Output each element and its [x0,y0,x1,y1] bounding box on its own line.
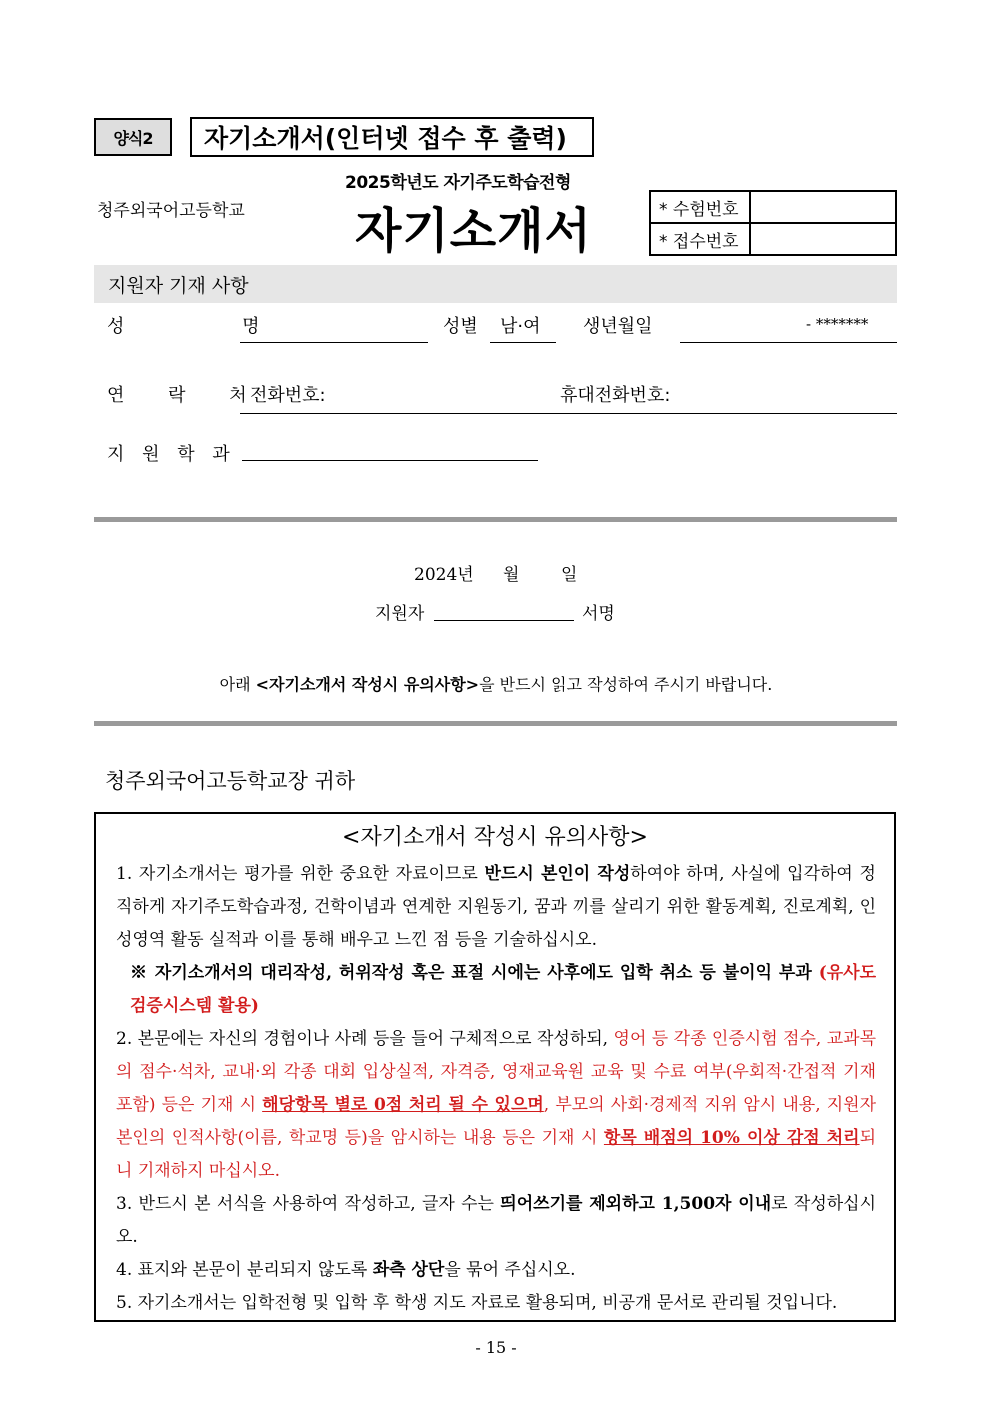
item4-text-a: 4. 표지와 본문이 분리되지 않도록 [116,1260,373,1280]
birth-field[interactable] [680,342,897,343]
gender-label: 성별 [443,316,478,337]
item2-red-bold-2: 항목 배점의 10% 이상 감점 처리 [603,1128,860,1148]
item2-red: 영어 등 각종 인증시험 점수, 교과목의 점수·석차, 교내·외 각종 대회 입상실적, 자격증, 영재교육원 교육 및 수료 여부(우회적·간접적 기재 포함) 등은 기재 시 [116,1029,876,1115]
item3-bold: 띄어쓰기를 제외하고 1,500자 이내 [500,1194,772,1214]
item2-text-a: 2. 본문에는 자신의 경험이나 사례 등을 들어 구체적으로 작성하되, [116,1029,614,1049]
sign-label: 서명 [582,604,615,624]
department-label: 지 원 학 과 [107,444,236,465]
gender-underline [490,342,556,343]
notice-warning [130,957,876,1023]
notice-item-1 [116,858,876,957]
notice-title: <자기소개서 작성시 유의사항> [342,825,648,850]
school-name: 청주외국어고등학교 [97,201,245,221]
notice-item-5: 5. 자기소개서는 입학전형 및 입학 후 학생 지도 자료로 활용되며, 비공개 문서로 관리될 것입니다. [116,1293,838,1313]
instruction-bold: <자기소개서 작성시 유의사항> [255,675,480,694]
contact-label: 연 락 처 [107,385,266,406]
notice-item-4 [116,1254,876,1287]
instruction-post: 을 반드시 읽고 작성하여 주시기 바랍니다. [479,675,773,694]
receipt-number-label: * 접수번호 [650,223,750,255]
phone-label: 전화번호: [250,385,326,406]
instruction-text [0,672,992,695]
item1-text-a: 1. 자기소개서는 평가를 위한 중요한 자료이므로 [116,864,485,884]
form-number-tag: 양식2 [94,118,172,156]
department-field[interactable] [242,460,538,461]
signature-month: 월 [503,565,520,585]
name-label: 성 명 [107,316,316,337]
mobile-label: 휴대전화번호: [560,385,671,406]
birth-label: 생년월일 [583,316,653,337]
notice-item-2 [116,1023,876,1188]
page-number: - 15 - [475,1338,517,1357]
form-title: 자기소개서(인터넷 접수 후 출력) [190,117,594,157]
addressee: 청주외국어고등학교장 귀하 [105,769,356,793]
item2-red-2: , 부모의 사회·경제적 지위 암시 내용, 지원자 본인의 인적사항(이름, 학교명 등)을 암시하는 내용 등은 기재 시 [116,1095,877,1148]
warning-text: ※ 자기소개서의 대리작성, 허위작성 혹은 표절 시에는 사후에도 입학 취소 등 불이익 부과 [130,963,812,983]
warning-red: (유사도검증시스템 활용) [130,963,877,1016]
applicant-section-header: 지원자 기재 사항 [94,265,897,303]
gender-value[interactable]: 남·여 [500,316,541,337]
section-divider [94,517,897,522]
item3-text-b: 로 작성하십시오. [116,1194,877,1247]
instruction-pre: 아래 [219,675,256,694]
name-field[interactable] [240,342,428,343]
item4-text-b: 을 묶어 주십시오. [444,1260,576,1280]
applicant-sign-label: 지원자 [375,604,425,624]
exam-number-field[interactable] [750,191,896,223]
receipt-number-field[interactable] [750,223,896,255]
contact-field[interactable] [240,413,897,414]
exam-number-table [649,190,897,256]
item2-red-3: 되니 기재하지 마십시오. [116,1128,876,1181]
item3-text-a: 3. 반드시 본 서식을 사용하여 작성하고, 글자 수는 [116,1194,501,1214]
document-title: 자기소개서 [355,203,592,259]
signature-field[interactable] [434,620,574,621]
birth-suffix: - ******* [806,315,869,333]
exam-number-label: * 수험번호 [650,191,750,223]
signature-day: 일 [561,565,578,585]
notice-item-3 [116,1188,876,1254]
item4-bold: 좌측 상단 [372,1260,445,1280]
item1-bold: 반드시 본인이 작성 [484,864,631,884]
item1-text-b: 하여야 하며, 사실에 입각하여 정직하게 자기주도학습과정, 건학이념과 연계한 지원동기, 꿈과 끼를 살리기 위한 활동계획, 진로계획, 인성영역 활동 실적과 이를 통해 배우고 느낀 점 등을 기술하십시오. [116,864,876,950]
admission-subtitle: 2025학년도 자기주도학습전형 [345,173,571,193]
signature-year: 2024년 [414,565,474,585]
section-divider-2 [94,721,897,726]
item2-red-bold-1: 해당항목 별로 0점 처리 될 수 있으며 [262,1095,544,1115]
notice-box [94,812,896,1322]
